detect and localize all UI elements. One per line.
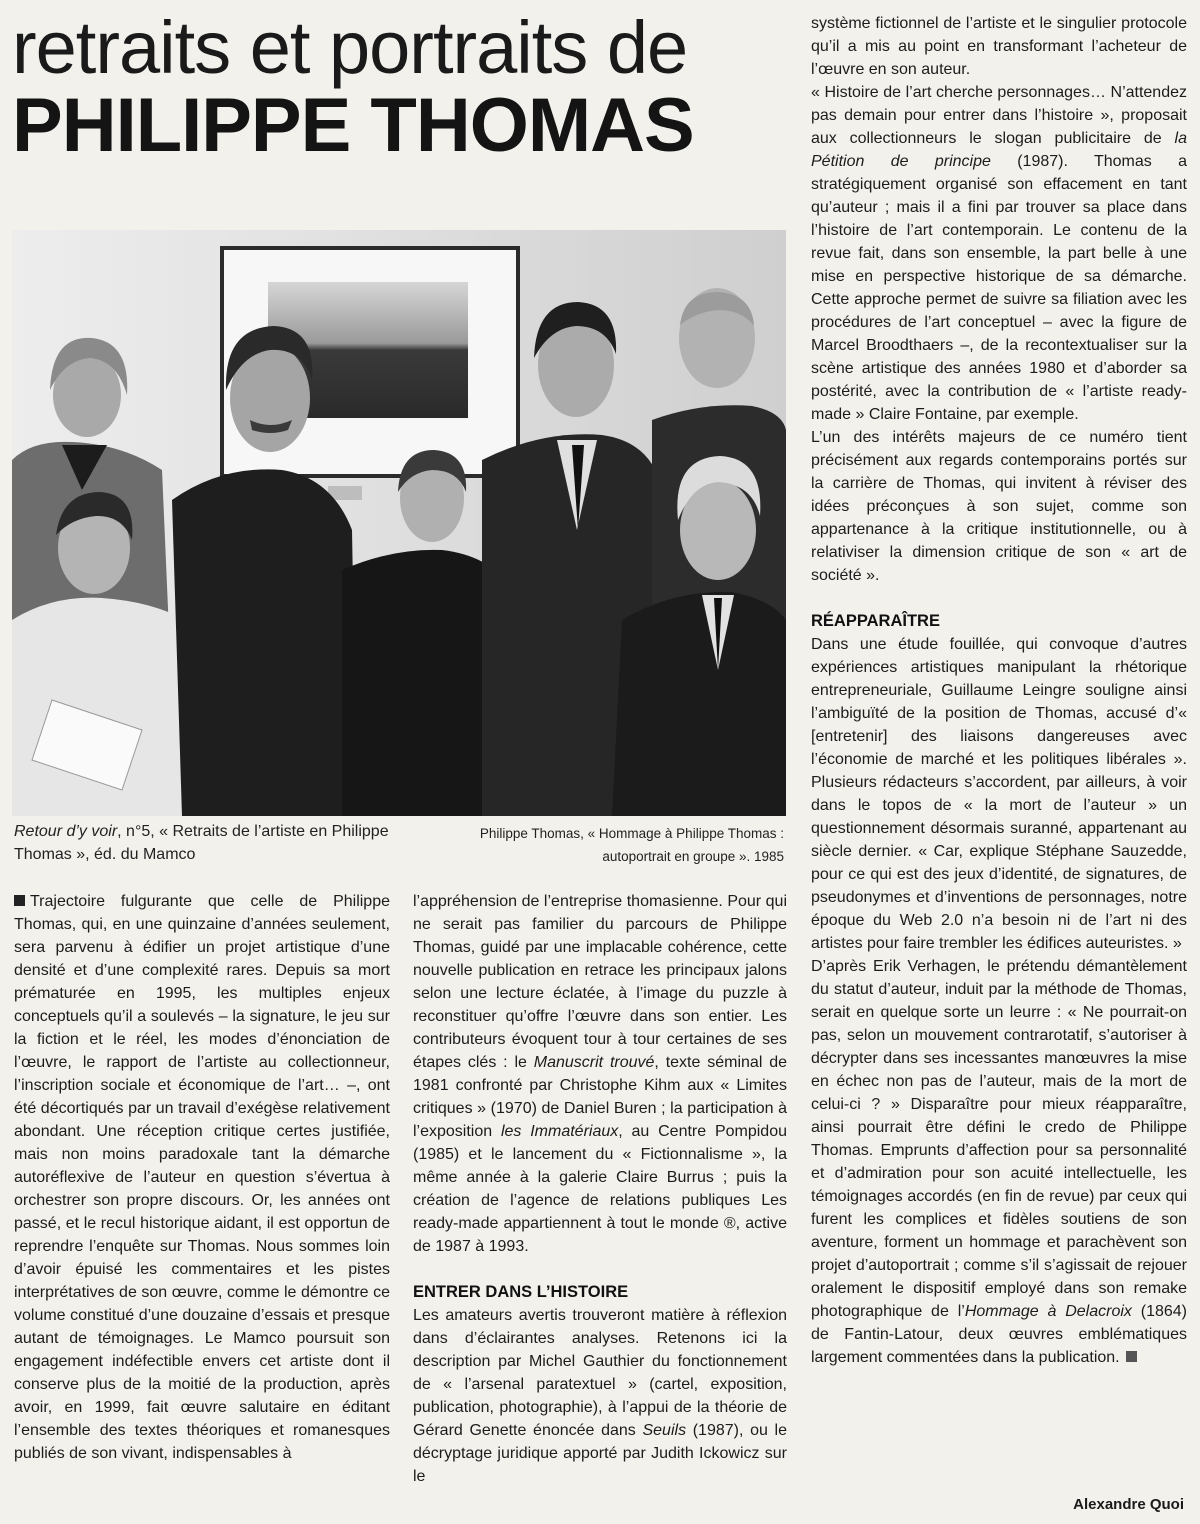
caption-artwork-line2: autoportrait en groupe ». 1985 [602, 849, 784, 864]
article-author: Alexandre Quoi [1073, 1496, 1184, 1513]
intro-text: Trajectoire fulgurante que celle de Philippe Thomas, qui, en une quinzaine d’années seulement, sera parvenu à édifier un projet artistique d’une densité et d’une complexité rares. Depuis sa mort prématurée en 1995, les multiples enjeux conceptuels qu’il a soulevés – la signature, le jeu sur la fiction et le réel, les modes d’énonciation de l’œuvre, le rapport de l’artiste au collectionneur, l’inscription sociale et économique de l’art… –, ont été décortiqués par un travail d’exégèse relativement abondant. Une réception critique certes justifiée, mais non moins paradoxale tant la démarche autoréflexive de l’auteur en question s’évertua à orchestrer son propre discours. Or, les années ont passé, et le recul historique aidant, il est opportun de reprendre l’enquête sur Thomas. Nous sommes loin d’avoir épuisé les commentaires et les pistes interprétatives de son œuvre, comme le démontre ce volume constitué d’une douzaine d’essais et presque autant de témoignages. Le Mamco poursuit son engagement indéfectible envers cet artiste dont il conserve plus de la moitié de la production, après avoir, en 1999, fait œuvre salutaire en éditant l’ensemble des textes théoriques et romanesques publiés de son vivant, indispensables à [14, 893, 390, 1462]
caption-publication-title: Retour d’y voir [14, 823, 118, 840]
photo-illustration [12, 230, 786, 816]
paragraph-analyses [413, 1304, 787, 1488]
paragraph-intro [14, 890, 390, 1465]
italic-title-seuils: Seuils [642, 1422, 687, 1439]
caption-artwork-line1: Philippe Thomas, « Hommage à Philippe Thomas : [479, 826, 784, 841]
italic-title-hommage: Hommage à Delacroix [964, 1303, 1132, 1320]
group-portrait-photo [12, 230, 786, 816]
text-segment: (1987), ou le décryptage juridique apporté par Judith Ickowicz sur le [413, 1422, 788, 1485]
caption-publication-details: , n°5, « Retraits de l’artiste en Philippe Thomas », éd. du Mamco [14, 823, 389, 863]
text-segment: « Histoire de l’art cherche personnages… N’attendez pas demain pour entrer dans l’histoire », proposait aux collectionneurs le slogan publicitaire de [811, 84, 1187, 147]
italic-title-manuscrit: Manuscrit trouvé [533, 1054, 655, 1071]
article-title-line2: PHILIPPE THOMAS [12, 83, 694, 168]
article-title-line1: retraits et portraits de [12, 6, 688, 89]
text-segment: (1864) de Fantin-Latour, deux œuvres emblématiques largement commentées dans la publication. [811, 1303, 1188, 1366]
text-segment: , au Centre Pompidou (1985) et le lancement du « Fictionnalisme », la même année à la galerie Claire Burrus ; puis la création de l’agence de relations publiques Les ready-made appartiennent à tout le monde ®, active de 1987 à 1993. [413, 1123, 788, 1255]
end-square-icon [1126, 1351, 1137, 1362]
paragraph-verhagen [811, 955, 1187, 1369]
text-segment: (1987). Thomas a stratégiquement organisé son effacement en tant qu’auteur ; mais il a fini par trouver sa place dans l’histoire de l’art contemporain. Le contenu de la revue fait, dans son ensemble, la part belle à une mise en perspective historique de sa démarche. Cette approche permet de suivre sa filiation avec les procédures de l’art conceptuel – avec la figure de Marcel Broodthaers –, de la recontextualiser sur la scène artistique des années 1980 et d’aborder sa postérité, avec la contribution de « l’artiste ready-made » Claire Fontaine, par exemple. [811, 153, 1187, 423]
text-segment: , texte séminal de 1981 confronté par Christophe Kihm aux « Limites critiques » (1970) de Daniel Buren ; la participation à l’exposition [413, 1054, 788, 1140]
paragraph-ambiguity: Dans une étude fouillée, qui convoque d’autres expériences artistiques manipulant la rhétorique entrepreneuriale, Guillaume Leingre souligne ainsi l’ambiguïté de la position de Thomas, accusé d’« [entretenir] des liaisons dangereuses avec l’économie de marché et les politiques libérales ». Plusieurs rédacteurs s’accordent, par ailleurs, à voir dans le topos de « la mort de l’auteur » un questionnement désormais suranné, appartenant au siècle dernier. « Car, explique Stéphane Sauzedde, pour ce qui est des jeux d’identité, de signatures, de pseudonymes et d’inventions de personnages, notre époque du Web 2.0 n’a besoin ni de l’art ni des artistes pour faire trembler les édifices auteuristes. » [811, 636, 1187, 952]
paragraph-gap [413, 1258, 787, 1281]
text-segment: D’après Erik Verhagen, le prétendu démantèlement du statut d’auteur, induit par la méthode de Thomas, serait en quelque sorte un leurre : « Ne pourrait-on pas, selon un mouvement contrarotatif, s’autoriser à décrypter dans ses incessantes manœuvres la mise en échec non pas de l’auteur, mais de la mort de celui-ci ? » Disparaître pour mieux réapparaître, ainsi pourrait être défini le credo de Philippe Thomas. Emprunts d’affection pour sa personnalité et d’admiration pour son acuité intellectuelle, les témoignages accordés (en fin de revue) par ceux qui furent les complices et fidèles soutiens de son aventure, forment un hommage et parachèvent son projet d’autoportrait ; comme s’il s’agissait de rejouer oralement le dispositif employé dans son remake photographique de l’ [811, 958, 1187, 1320]
paragraph-gap [811, 587, 1187, 610]
text-column-3 [811, 12, 1187, 1369]
italic-title-petition: la Pétition de principe [811, 130, 1187, 170]
paragraph-milestones [413, 890, 787, 1258]
paragraph-interests: L’un des intérêts majeurs de ce numéro tient précisément aux regards contemporains portés sur la carrière de Thomas, qui invitent à réviser des idées préconçues à son sujet, comme son appartenance à la critique institutionnelle, ou à relativiser la dimension critique de son « art de société ». [811, 429, 1187, 584]
paragraph-history [811, 81, 1187, 426]
text-segment: Les amateurs avertis trouveront matière à réflexion dans d’éclairantes analyses. Retenons ici la description par Michel Gauthier du fonctionnement de « l’arsenal paratextuel » (cartel, exposition, publication, photographie), à l’appui de la théorie de Gérard Genette énoncée dans [413, 1307, 787, 1439]
text-column-1 [14, 890, 390, 1465]
italic-title-immateriaux: les Immatériaux [500, 1123, 619, 1140]
text-segment: l’appréhension de l’entreprise thomasienne. Pour qui ne serait pas familier du parcours de Philippe Thomas, guidé par une implacable cohérence, cette nouvelle publication en retrace les principaux jalons selon une lecture éclatée, à l’image du puzzle à reconstituer qu’offre l’œuvre dans son entier. Les contributeurs évoquent tour à tour certaines de ses étapes clés : le [413, 893, 787, 1071]
section-heading-reapparaitre: RÉAPPARAÎTRE [811, 612, 940, 630]
photo-caption-left [14, 820, 394, 866]
photo-caption-right [400, 822, 784, 868]
paragraph-fictional-system: système fictionnel de l’artiste et le singulier protocole qu’il a mis au point en transformant l’acheteur de l’œuvre en son auteur. [811, 15, 1187, 78]
text-column-2 [413, 890, 787, 1488]
section-heading-entrer: ENTRER DANS L’HISTOIRE [413, 1283, 629, 1301]
start-square-icon [14, 895, 25, 906]
